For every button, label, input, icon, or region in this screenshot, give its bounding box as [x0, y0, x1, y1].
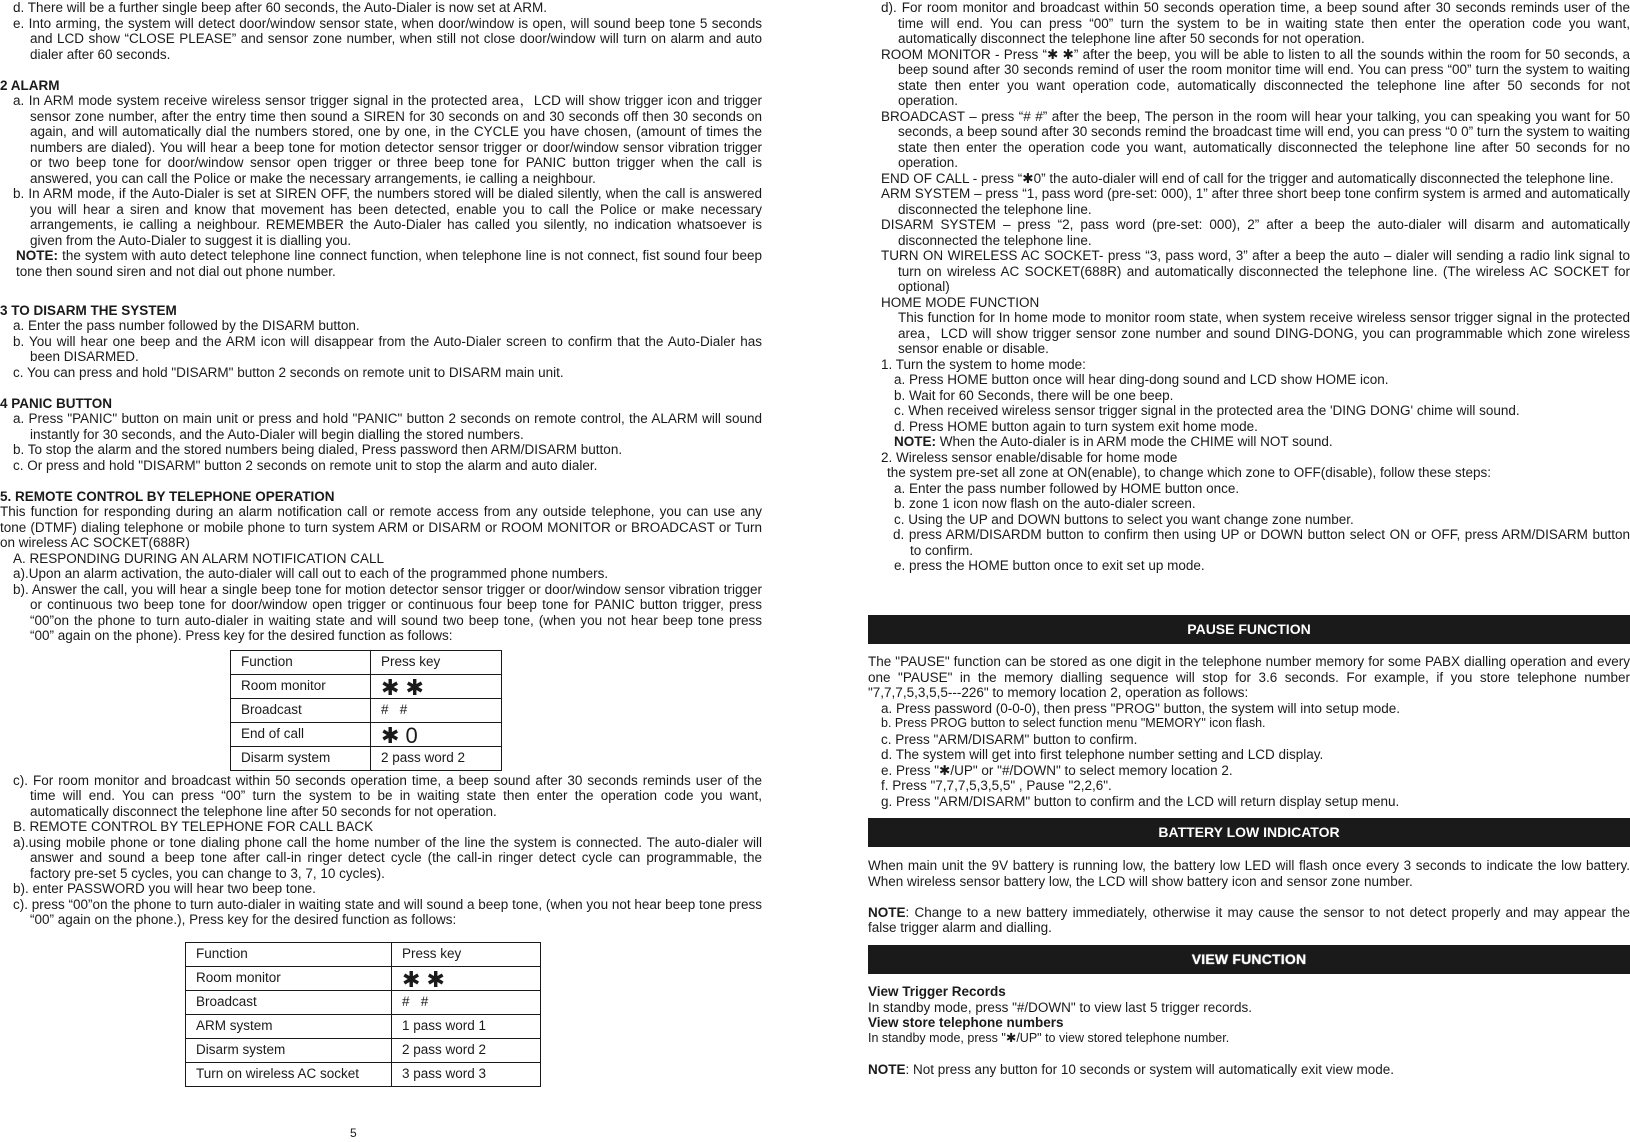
- table-cell: 3 pass word 3: [392, 1062, 541, 1086]
- panic-b: b. To stop the alarm and the stored numbers being dialed, Press password then ARM/DISARM button.: [13, 442, 623, 457]
- battery-section: [868, 858, 1630, 936]
- remote-heading: 5. REMOTE CONTROL BY TELEPHONE OPERATION: [0, 488, 335, 504]
- table-header-cell: Function: [186, 942, 392, 966]
- battery-desc: When main unit the 9V battery is running low, the battery low LED will flash once every 3 seconds to indicate the low battery. When wireless sensor battery low, the LCD will show battery icon and sensor zone number.: [868, 858, 1630, 889]
- page-number: 5: [350, 1126, 357, 1140]
- pause-function-bar: PAUSE FUNCTION: [868, 615, 1630, 644]
- table-row: [231, 674, 502, 698]
- table-cell: ✱ ✱: [392, 966, 541, 990]
- remote-B-c: c). press “00”on the phone to turn auto-dialer in waiting state and will sound a beep tone, (when you not hear beep tone press “00” again on the phone.), Press key for the desired function as follows:: [13, 896, 762, 927]
- home-1-c: c. When received wireless sensor trigger signal in the protected area the 'DING DONG' chime will sound.: [894, 403, 1520, 418]
- remote-A-heading: A. RESPONDING DURING AN ALARM NOTIFICATION CALL: [13, 550, 385, 566]
- table-row: [186, 1038, 541, 1062]
- table-cell: ARM system: [186, 1014, 392, 1038]
- remote-A-b: b). Answer the call, you will hear a single beep tone for motion detector sensor trigger or door/window sensor vibration trigger or continuous two beep tone for door/window open trigger or continuous four beep tone for PANIC button trigger, press “00”on the phone to turn auto-dialer in waiting state and will sound two beep tone, (when you not hear beep tone press “00” again on the phone). Press key for the desired function as follows:: [13, 581, 762, 643]
- home-2-desc: the system pre-set all zone at ON(enable), to change which zone to OFF(disable), follow these steps:: [887, 465, 1492, 480]
- alarm-note: NOTE: the system with auto detect telephone line connect function, when telephone line is not connect, fist sound four beep tone then sound siren and not dial out phone number.: [16, 248, 762, 279]
- table-cell: ✱ 0: [371, 722, 502, 746]
- table-row: [231, 722, 502, 746]
- table-cell: Disarm system: [186, 1038, 392, 1062]
- remote-B-b: b). enter PASSWORD you will hear two beep tone.: [13, 881, 316, 896]
- home-2-d: d. press ARM/DISARDM button to confirm then using UP or DOWN button select ON or OFF, press ARM/DISARM button to confirm.: [893, 527, 1630, 558]
- table-cell: Room monitor: [186, 966, 392, 990]
- pause-d: d. The system will get into first telephone number setting and LCD display.: [881, 747, 1324, 762]
- table-cell: Broadcast: [231, 698, 371, 722]
- table-cell: Turn on wireless AC socket: [186, 1062, 392, 1086]
- pause-a: a. Press password (0-0-0), then press "PROG" button, the system will into setup mode.: [881, 700, 1401, 716]
- remote-A-a: a).Upon an alarm activation, the auto-dialer will call out to each of the programmed phone numbers.: [13, 566, 609, 581]
- home-2-a: a. Enter the pass number followed by HOME button once.: [894, 480, 1240, 496]
- alarm-heading: 2 ALARM: [0, 77, 60, 93]
- pause-e: e. Press "✱/UP" or "#/DOWN" to select memory location 2.: [881, 762, 1233, 778]
- table-cell: # #: [371, 698, 502, 722]
- panic-c: c. Or press and hold "DISARM" button 2 seconds on remote unit to stop the alarm and auto dialer.: [13, 457, 598, 473]
- disarm-c: c. You can press and hold "DISARM" button 2 seconds on remote unit to DISARM main unit.: [13, 364, 564, 380]
- view-note: NOTE: Not press any button for 10 seconds or system will automatically exit view mode.: [868, 1061, 1394, 1077]
- home-step-2: 2. Wireless sensor enable/disable for home mode: [881, 449, 1178, 465]
- arm-step-d: d. There will be a further single beep after 60 seconds, the Auto-Dialer is now set at ARM.: [13, 0, 548, 15]
- remote-B-a: a).using mobile phone or tone dialing phone call the home number of the line the system is connected. The auto-dialer will answer and sound a beep tone after call-in ringer detect cycle (the call-in ringer detect cycle can programmable, the factory pre-set 5 cycles, you can change to 3, 7, 10 cycles).: [13, 834, 762, 881]
- home-note: NOTE: When the Auto-dialer is in ARM mode the CHIME will NOT sound.: [894, 434, 1333, 449]
- view-trigger-heading: View Trigger Records: [868, 984, 1006, 999]
- home-2-c: c. Using the UP and DOWN buttons to select you want change zone number.: [894, 511, 1354, 527]
- table-header-cell: Press key: [392, 942, 541, 966]
- home-mode-heading: HOME MODE FUNCTION: [881, 294, 1040, 310]
- end-of-call-text: END OF CALL - press “✱0” the auto-dialer will end of call for the trigger and automatically disconnected the telephone line.: [881, 170, 1614, 186]
- home-1-b: b. Wait for 60 Seconds, there will be one beep.: [894, 387, 1174, 403]
- view-trigger-text: In standby mode, press "#/DOWN" to view last 5 trigger records.: [868, 999, 1252, 1015]
- home-1-d: d. Press HOME button again to turn system exit home mode.: [894, 418, 1258, 434]
- view-function-bar: VIEW FUNCTION: [868, 945, 1630, 974]
- home-2-e: e. press the HOME button once to exit set up mode.: [894, 558, 1205, 573]
- table-row: [231, 650, 502, 674]
- view-section: [868, 984, 1630, 1077]
- table-header-cell: Function: [231, 650, 371, 674]
- arm-step-e: e. Into arming, the system will detect door/window sensor state, when door/window is open, will sound beep tone 5 seconds and LCD show “CLOSE PLEASE” and sensor zone number, when still not close door/window will turn on alarm and auto dialer after 60 seconds.: [13, 15, 762, 62]
- panic-a: a. Press "PANIC" button on main unit or press and hold "PANIC" button 2 seconds on remote control, the ALARM will sound instantly for 30 seconds, and the Auto-Dialer will begin dialling the stored numbers.: [13, 411, 762, 442]
- pause-desc: The "PAUSE" function can be stored as one digit in the telephone number memory for some PABX dialling operation and every one "PAUSE" in the memory dialling sequence will stop for 3.6 seconds. For example, if you store telephone number "7,7,7,5,3,5,5---226" to memory location 2, operation as follows:: [868, 654, 1630, 700]
- battery-low-bar: BATTERY LOW INDICATOR: [868, 818, 1630, 847]
- table-row: [186, 942, 541, 966]
- alarm-a: a. In ARM mode system receive wireless sensor trigger signal in the protected area，LCD will show trigger icon and trigger sensor zone number, after the entry time then sound a SIREN for 30 seconds on and 30 seconds off then 30 seconds on again, and will automatically dial the numbers stored, one by one, in the CYCLE you have chosen, (amount of times the numbers are dialed). You will hear a beep tone for motion detector sensor trigger or door/window sensor vibration trigger or two beep tone for door/window sensor open trigger or three beep tone for PANIC button trigger when the call is answered, you can call the Police or make the necessary arrangements, ie calling a neighbour.: [13, 93, 762, 186]
- pause-section: [868, 654, 1630, 809]
- remote-B-heading: B. REMOTE CONTROL BY TELEPHONE FOR CALL BACK: [13, 819, 374, 834]
- table-cell: Disarm system: [231, 746, 371, 770]
- home-2-b: b. zone 1 icon now flash on the auto-dialer screen.: [894, 496, 1196, 511]
- home-step-1: 1. Turn the system to home mode:: [881, 356, 1086, 372]
- pause-b: b. Press PROG button to select function menu "MEMORY" icon flash.: [881, 716, 1266, 730]
- broadcast-text: BROADCAST – press “# #” after the beep, The person in the room will hear your talking, you can speaking you want for 50 seconds, a beep sound after 30 seconds remind the broadcast time will end, you can press “0 0” turn the system to waiting state then enter the operation code you want, automatically disconnected the telephone line after 50 seconds for no operation.: [881, 108, 1630, 170]
- table-row: [186, 990, 541, 1014]
- alarm-b: b. In ARM mode, if the Auto-Dialer is set at SIREN OFF, the numbers stored will be dialed silently, when the call is answered you will hear a siren and know that movement has been detected, enable you to call the Police or make necessary arrangements, ie calling a neighbour. REMEMBER the Auto-Dialer has called you silently, no indication whatsoever is given from the Auto-Dialer to suggest it is dialling you.: [13, 186, 762, 248]
- table-cell: 2 pass word 2: [371, 746, 502, 770]
- battery-note: NOTE: Change to a new battery immediately, otherwise it may cause the sensor to not detect properly and may appear the false trigger alarm and dialling.: [868, 904, 1630, 935]
- home-mode-desc: This function for In home mode to monitor room state, when system receive wireless sensor trigger signal in the protected area，LCD will show trigger sensor zone number and sound DING-DONG, you can programmable which zone wireless sensor enable or disable.: [898, 310, 1630, 356]
- function-table-2: [185, 942, 541, 1087]
- view-store-text: In standby mode, press "✱/UP" to view stored telephone number.: [868, 1030, 1230, 1045]
- remote-intro: This function for responding during an alarm notification call or remote access from any outside telephone, you can use any tone (DTMF) dialing telephone or mobile phone to turn system ARM or DISARM or ROOM MONITOR or BROADCAST or Turn on wireless AC SOCKET(688R): [0, 504, 762, 550]
- table-cell: Room monitor: [231, 674, 371, 698]
- table-row: [231, 746, 502, 770]
- remote-A-c: c). For room monitor and broadcast within 50 seconds operation time, a beep sound after 30 seconds reminds user of the time will end. You can press “00” turn the system to be in waiting state then enter the operation code you want, automatically disconnect the telephone line after 50 seconds for not operation.: [13, 772, 762, 819]
- table-cell: 1 pass word 1: [392, 1014, 541, 1038]
- disarm-system-text: DISARM SYSTEM – press “2, pass word (pre-set: 000), 2” after a beep the auto-dialer will disarm and automatically disconnected the telephone line.: [881, 217, 1630, 248]
- table-cell: ✱ ✱: [371, 674, 502, 698]
- table-cell: # #: [392, 990, 541, 1014]
- ac-socket-text: TURN ON WIRELESS AC SOCKET- press “3, pass word, 3” after a beep the auto – dialer will sending a radio link signal to turn on wireless AC SOCKET(688R) and automatically disconnected the telephone line. (The wireless AC SOCKET for optional): [881, 248, 1630, 294]
- pause-g: g. Press "ARM/DISARM" button to confirm and the LCD will return display setup menu.: [881, 793, 1400, 809]
- table-cell: End of call: [231, 722, 371, 746]
- disarm-b: b. You will hear one beep and the ARM icon will disappear from the Auto-Dialer screen to confirm that the Auto-Dialer has been DISARMED.: [13, 333, 762, 364]
- table-cell: 2 pass word 2: [392, 1038, 541, 1062]
- room-monitor-text: ROOM MONITOR - Press “✱ ✱” after the beep, you will be able to listen to all the sounds within the room for 50 seconds, a beep sound after 30 seconds remind of user the room monitor time will end. You can press “00” turn the system to waiting state then enter you want operation code, automatically disconnected the telephone line after 50 seconds for not operation.: [881, 46, 1630, 108]
- table-row: [186, 966, 541, 990]
- disarm-a: a. Enter the pass number followed by the DISARM button.: [13, 318, 360, 333]
- left-column: [0, 0, 762, 1088]
- right-column: [868, 0, 1630, 574]
- function-table-1: [230, 650, 502, 771]
- table1-area: [0, 644, 762, 765]
- disarm-heading: 3 TO DISARM THE SYSTEM: [0, 302, 177, 318]
- home-1-a: a. Press HOME button once will hear ding-dong sound and LCD show HOME icon.: [894, 372, 1389, 387]
- table-row: [186, 1014, 541, 1038]
- table-cell: Broadcast: [186, 990, 392, 1014]
- table2-area: [0, 928, 762, 1088]
- table-header-cell: Press key: [371, 650, 502, 674]
- arm-system-text: ARM SYSTEM – press “1, pass word (pre-set: 000), 1” after three short beep tone confirm system is armed and automatically disconnected the telephone line.: [881, 186, 1630, 217]
- right-d-monitor: d). For room monitor and broadcast within 50 seconds operation time, a beep sound after 30 seconds reminds user of the time will end. You can press “00” turn the system to be in waiting state then enter the operation code you want, automatically disconnect the telephone line after 50 seconds for not operation.: [881, 0, 1630, 46]
- panic-heading: 4 PANIC BUTTON: [0, 395, 113, 411]
- table-row: [186, 1062, 541, 1086]
- view-store-heading: View store telephone numbers: [868, 1015, 1064, 1030]
- pause-c: c. Press "ARM/DISARM" button to confirm.: [881, 731, 1138, 747]
- pause-f: f. Press "7,7,7,5,3,5,5" , Pause "2,2,6".: [881, 778, 1112, 793]
- table-row: [231, 698, 502, 722]
